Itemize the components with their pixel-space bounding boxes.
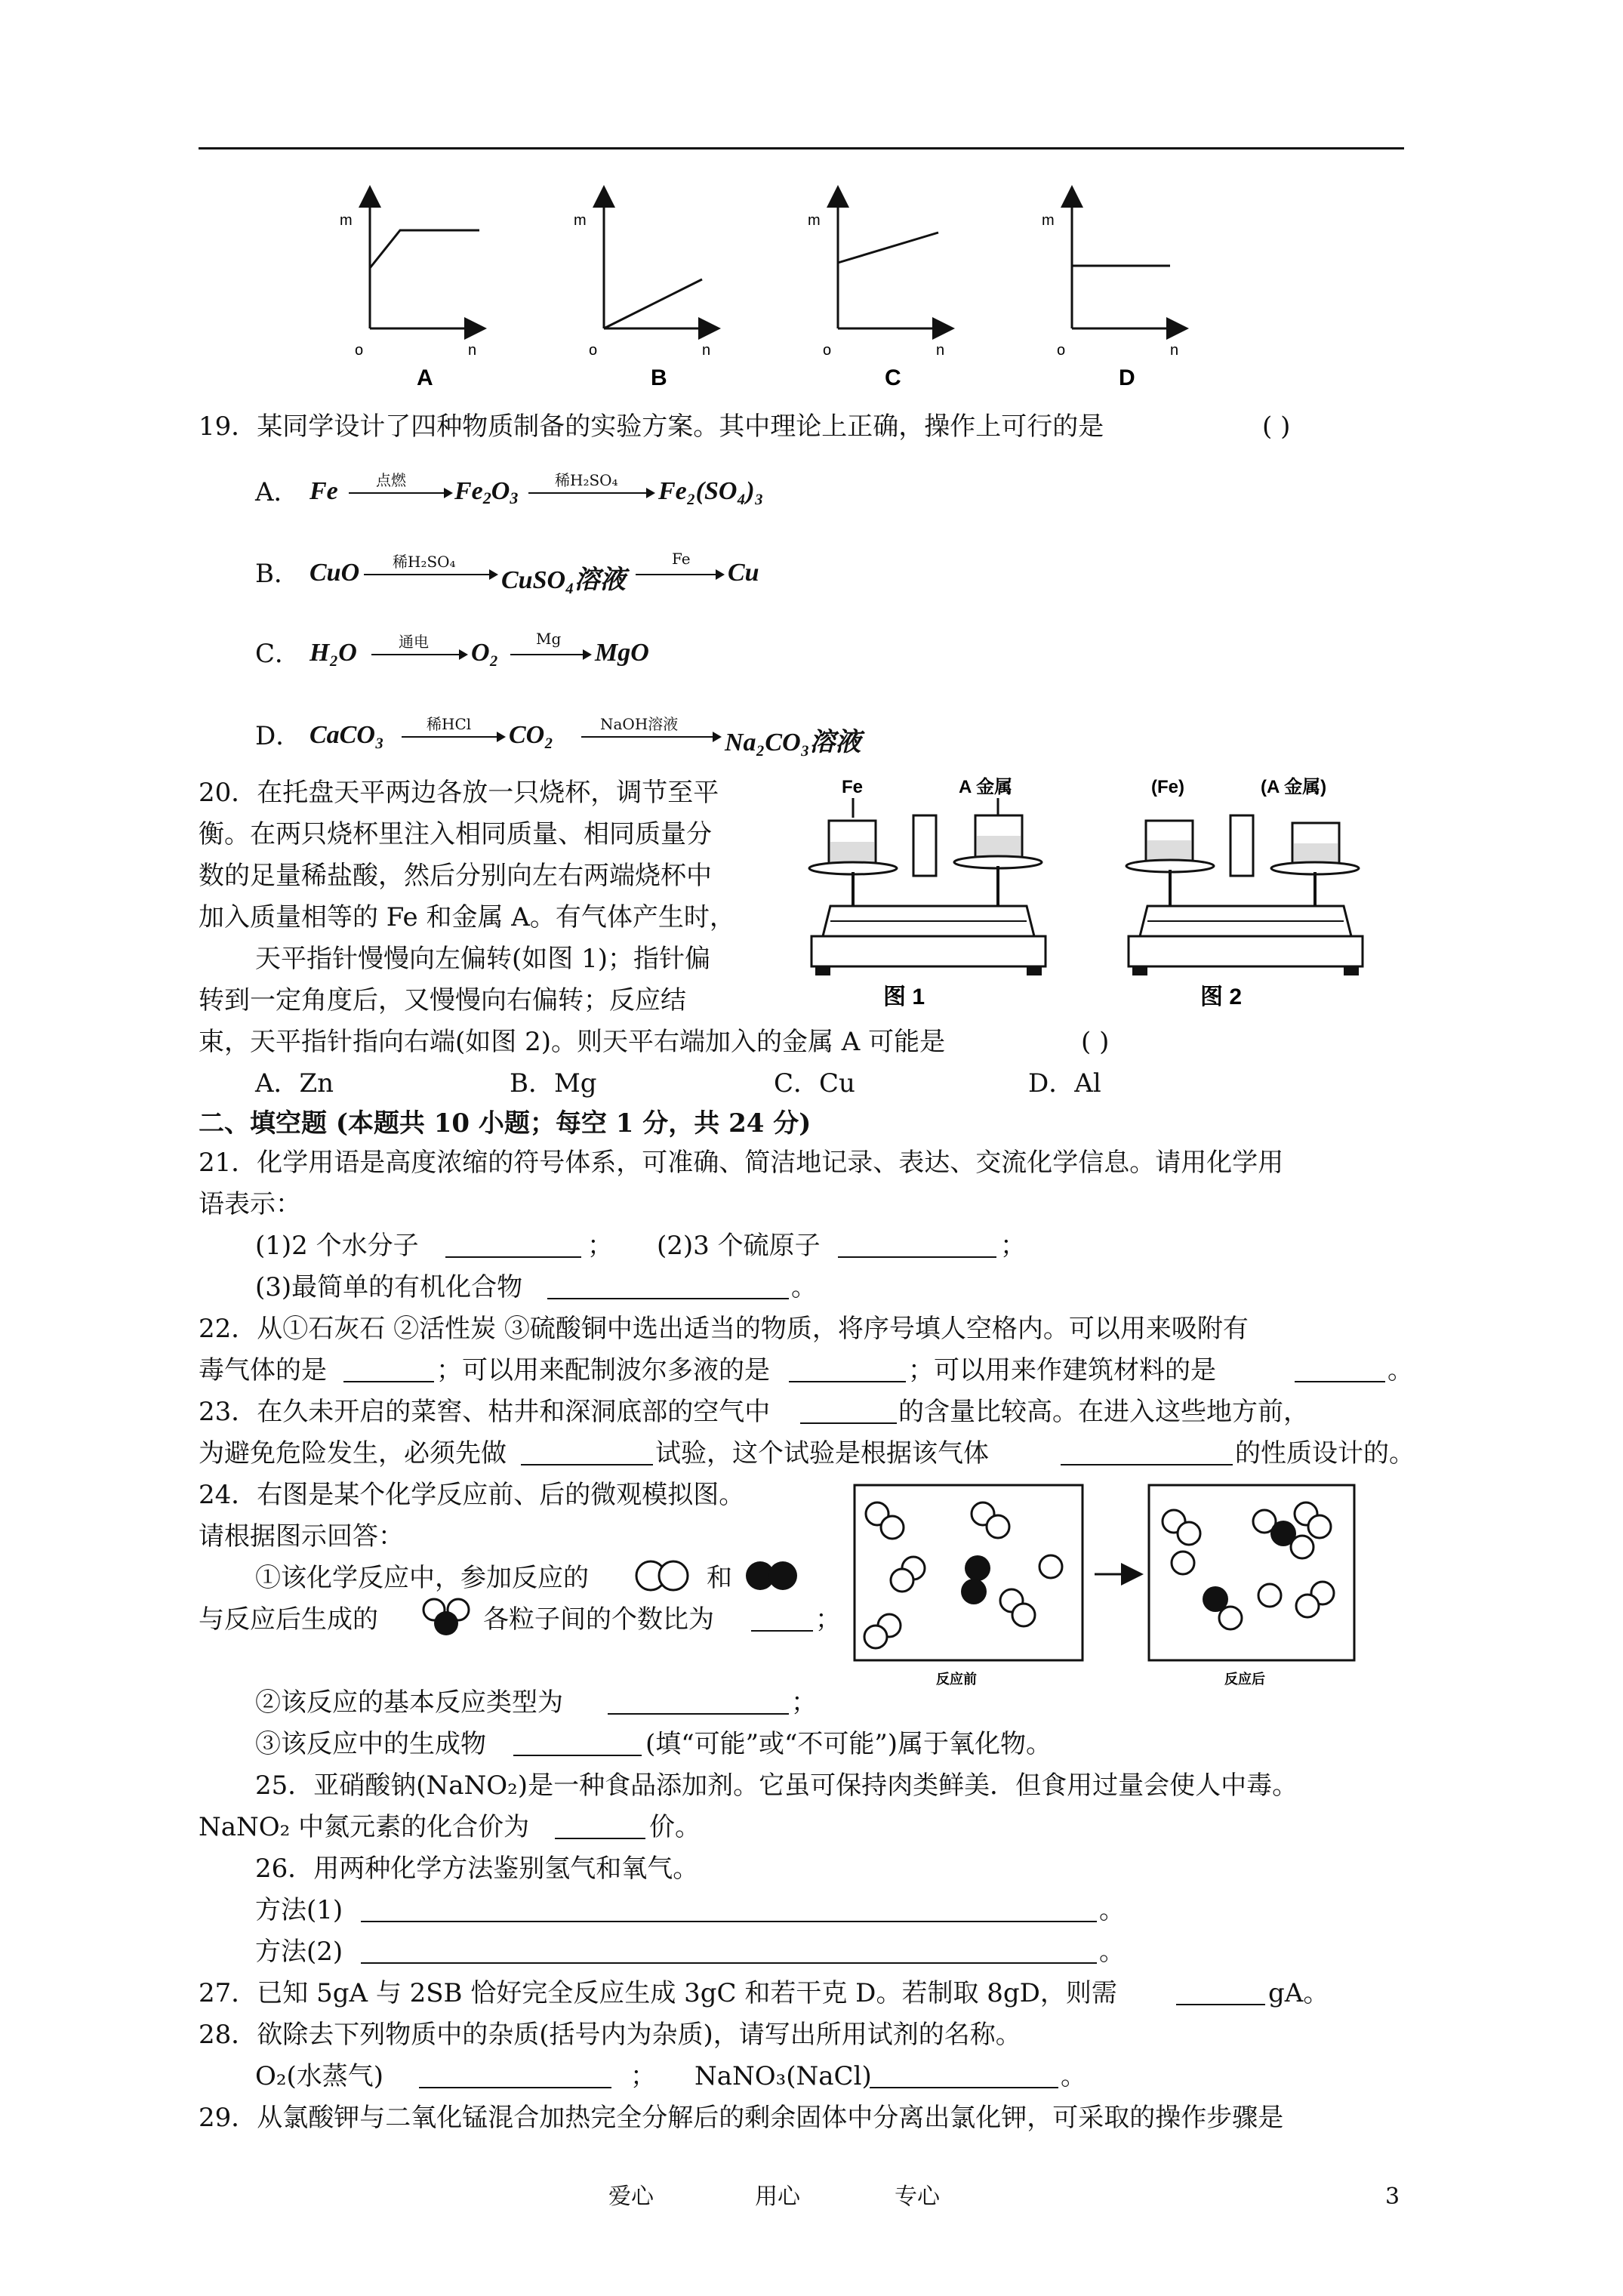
graph-c [808,196,944,390]
balance-figure-2 [1117,774,1404,1023]
q21-blank-2[interactable] [838,1232,996,1258]
q24-blank-2[interactable] [608,1689,789,1715]
q19-d-r3: Na₂CO₃溶液 [725,729,861,757]
q19-b-arrowhead2 [716,569,725,580]
q25-line-1: 25．亚硝酸钠(NaNO₂)是一种食品添加剂。它虽可保持肉类鲜美．但食用过量会使人中毒。 [255,1771,1298,1801]
co2-molecule-icon [419,1593,479,1642]
graph-d-origin: o [1057,342,1066,359]
fig2-label-right: (A 金属) [1261,777,1327,797]
q19-d-arrow2 [581,736,716,738]
q19-stem: 19．某同学设计了四种物质制备的实验方案。其中理论上正确，操作上可行的是 [199,411,1104,442]
q20-line-1: 20．在托盘天平两边各放一只烧杯，调节至平 [199,778,719,808]
graph-d [1042,196,1178,390]
q19-a-cond1: 点燃 [376,471,406,489]
q19-a-r1: Fe [310,477,338,505]
q24-line-4b: 各粒子间的个数比为 [483,1604,714,1635]
q23-line-2b: 试验，这个试验是根据该气体 [655,1438,989,1469]
q19-d-label: D． [255,721,302,751]
balance-figure-1 [800,774,1087,1023]
q19-a-arrowhead2 [646,488,655,498]
graph-a-letter: A [417,365,433,390]
q21-line-2: 语表示： [199,1189,301,1219]
q26-blank-1[interactable] [361,1897,1097,1922]
q28-blank-1[interactable] [419,2063,611,2088]
graph-b-origin: o [589,342,598,359]
q21-semi-1: ； [587,1231,613,1261]
q19-b-cond2: Fe [672,550,691,568]
q26-method-2: 方法(2) [255,1937,343,1967]
q19-b-arrow1 [364,574,492,575]
section-2-heading: 二、填空题 (本题共 10 小题；每空 1 分，共 24 分) [199,1108,812,1139]
q19-b-label: B． [255,559,300,589]
o2-molecule-icon [634,1557,694,1595]
q19-c-arrowhead1 [459,649,468,660]
q19-b-arrowhead1 [489,569,498,580]
q19-a-label: A． [255,477,300,507]
q20-line-6: 转到一定角度后，又慢慢向右偏转；反应结 [199,985,686,1015]
q22-blank-3[interactable] [1295,1357,1385,1382]
q21-item-3: (3)最简单的有机化合物 [255,1272,523,1302]
q19-d-arrowhead1 [497,732,506,742]
q19-d-r1: CaCO₃ [310,721,384,749]
q26-method-1: 方法(1) [255,1895,343,1925]
q23-blank-1[interactable] [800,1398,897,1424]
q23-blank-3[interactable] [1061,1440,1233,1465]
q28-semi: ； [630,2061,656,2091]
q27-blank[interactable] [1176,1980,1265,2005]
q19-a-cond2: 稀H₂SO₄ [555,471,618,489]
q20-option-d: D．Al [1028,1068,1101,1099]
graph-b [574,196,710,390]
q24-line-3a: ①该化学反应中，参加反应的 [255,1563,589,1593]
q24-line-5: ②该反应的基本反应类型为 [255,1687,563,1718]
q20-option-c: C．Cu [774,1068,855,1099]
q19-c-r3: MgO [595,639,649,667]
q19-c-arrowhead2 [583,649,592,660]
q26-blank-2[interactable] [361,1938,1097,1964]
q19-c-cond2: Mg [536,630,562,648]
q19-a-arrowhead1 [444,488,453,498]
q24-blank-3[interactable] [513,1730,642,1756]
q19-d-r2: CO₂ [509,721,554,749]
q19-d-arrow1 [402,736,500,738]
q20-line-2: 衡。在两只烧杯里注入相同质量、相同质量分 [199,819,712,849]
q22-end: 。 [1387,1355,1413,1385]
q21-line-1: 21．化学用语是高度浓缩的符号体系，可准确、简洁地记录、表达、交流化学信息。请用化学用 [199,1148,1284,1178]
footer-word-3: 专心 [895,2184,940,2210]
q19-b-arrow2 [636,574,719,575]
q21-blank-3[interactable] [547,1274,789,1299]
q23-line-2a: 为避免危险发生，必须先做 [199,1438,507,1469]
graph-a-xlabel: n [468,342,477,359]
q28-line-1: 28．欲除去下列物质中的杂质(括号内为杂质)，请写出所用试剂的名称。 [199,2020,1021,2050]
q27-text-b: gA。 [1268,1978,1329,2008]
label-before: 反应前 [936,1672,977,1687]
q20-line-3: 数的足量稀盐酸，然后分别向左右两端烧杯中 [199,861,712,891]
graph-d-xlabel: n [1170,342,1179,359]
q20-option-b: B．Mg [510,1068,597,1099]
q28-item-b: NaNO₃(NaCl) [694,2061,872,2091]
graph-d-ylabel: m [1042,212,1055,229]
q19-d-cond1: 稀HCl [427,715,472,733]
q19-a-r2: $Fe_2O_3$ [454,477,519,507]
q20-line-4: 加入质量相等的 Fe 和金属 A。有气体产生时， [199,902,735,932]
graph-a-origin: o [355,342,364,359]
graph-b-letter: B [651,365,667,390]
q22-line-2b: ；可以用来配制波尔多液的是 [436,1355,770,1385]
fig2-caption: 图 2 [1200,985,1243,1009]
graph-a [340,196,479,390]
q19-paren: ( ) [1262,411,1291,442]
fig1-label-left: Fe [842,777,864,797]
graph-a-ylabel: m [340,212,353,229]
q24-line-3b: 和 [707,1563,732,1593]
q24-line-4c: ； [815,1604,841,1635]
header-rule [199,147,1404,149]
q20-option-a: A．Zn [255,1068,334,1099]
q19-a-r2a: Fe [454,477,483,505]
q21-semi-2: ； [1000,1231,1026,1261]
q21-item-1: (1)2 个水分子 [255,1231,419,1261]
q19-c-arrow1 [371,654,462,655]
q20-line-7: 束，天平指针指向右端(如图 2)。则天平右端加入的金属 A 可能是 [199,1027,946,1057]
q19-b-r2: CuSO₄溶液 [501,566,626,594]
q29-line: 29．从氯酸钾与二氧化锰混合加热完全分解后的剩余固体中分离出氯化钾，可采取的操作步骤是 [199,2103,1284,2133]
footer-word-2: 用心 [755,2184,800,2210]
q19-a-arrow1 [349,492,447,494]
q19-a-arrow2 [528,492,649,494]
q23-line-1a: 23．在久未开启的菜窖、枯井和深洞底部的空气中 [199,1397,771,1427]
q20-line-5: 天平指针慢慢向左偏转(如图 1)；指针偏 [255,944,710,974]
q19-a-r2b: O [491,477,510,505]
c2-molecule-icon [744,1557,804,1595]
q24-line-2: 请根据图示回答： [199,1521,404,1552]
graph-b-xlabel: n [702,342,711,359]
q26-end-1: 。 [1099,1895,1125,1925]
fig1-label-right: A 金属 [959,777,1013,797]
q24-semi-2: ； [791,1687,817,1718]
q19-c-arrow2 [510,654,586,655]
q19-d-arrowhead2 [713,732,722,742]
q21-item-2: (2)3 个硫原子 [657,1231,821,1261]
q22-line-2a: 毒气体的是 [199,1355,327,1385]
q21-blank-1[interactable] [445,1232,581,1258]
q24-blank-1[interactable] [751,1606,813,1632]
q19-c-r2: O₂ [471,639,499,667]
q24-line-6b: (填“可能”或“不可能”)属于氧化物。 [645,1729,1052,1759]
graph-b-ylabel: m [574,212,587,229]
graph-c-ylabel: m [808,212,821,229]
graph-d-letter: D [1119,365,1135,390]
graph-c-xlabel: n [936,342,945,359]
q19-b-r1: CuO [310,559,360,587]
q19-c-cond1: 通电 [399,633,429,651]
q28-end: 。 [1061,2061,1086,2091]
q21-period: 。 [791,1272,817,1302]
q23-blank-2[interactable] [521,1440,653,1465]
q27-text-a: 27．已知 5gA 与 2SB 恰好完全反应生成 3gC 和若干克 D。若制取 8gD，则需 [199,1978,1117,2008]
q25-line-2a: NaNO₂ 中氮元素的化合价为 [199,1812,530,1842]
footer-word-1: 爱心 [608,2184,654,2210]
q24-line-4a: 与反应后生成的 [199,1604,378,1635]
graph-c-letter: C [885,365,901,390]
fig2-label-left: (Fe) [1151,777,1184,797]
q22-blank-1[interactable] [343,1357,434,1382]
q24-line-6a: ③该反应中的生成物 [255,1729,486,1759]
page-number: 3 [1385,2184,1400,2210]
fig1-caption: 图 1 [883,985,925,1009]
q26-line-1: 26．用两种化学方法鉴别氢气和氧气。 [255,1854,699,1884]
q26-end-2: 。 [1099,1937,1125,1967]
q28-item-a: O₂(水蒸气) [255,2061,384,2091]
q24-line-1: 24．右图是某个化学反应前、后的微观模拟图。 [199,1480,745,1510]
q19-c-r1: H₂O [310,639,357,667]
q22-line-1: 22．从①石灰石 ②活性炭 ③硫酸铜中选出适当的物质，将序号填人空格内。可以用来吸附有 [199,1314,1249,1344]
q28-blank-2[interactable] [870,2063,1058,2088]
q22-blank-2[interactable] [789,1357,906,1382]
q19-b-r3: Cu [728,559,759,587]
label-after: 反应后 [1224,1672,1265,1687]
q19-a-r3: Fe₂(SO₄)₃ [658,477,764,505]
q25-blank[interactable] [555,1814,645,1839]
reaction-diagram [853,1484,1404,1695]
q19-d-cond2: NaOH溶液 [600,715,679,733]
q19-c-label: C． [255,639,301,669]
q23-line-2c: 的性质设计的。 [1235,1438,1415,1469]
graphs-row [317,181,1253,400]
q20-paren: ( ) [1081,1027,1110,1057]
q19-b-cond1: 稀H₂SO₄ [393,553,456,571]
q25-line-2b: 价。 [649,1812,701,1842]
graph-c-origin: o [823,342,832,359]
q23-line-1b: 的含量比较高。在进入这些地方前， [898,1397,1309,1427]
q22-line-2c: ；可以用来作建筑材料的是 [908,1355,1216,1385]
